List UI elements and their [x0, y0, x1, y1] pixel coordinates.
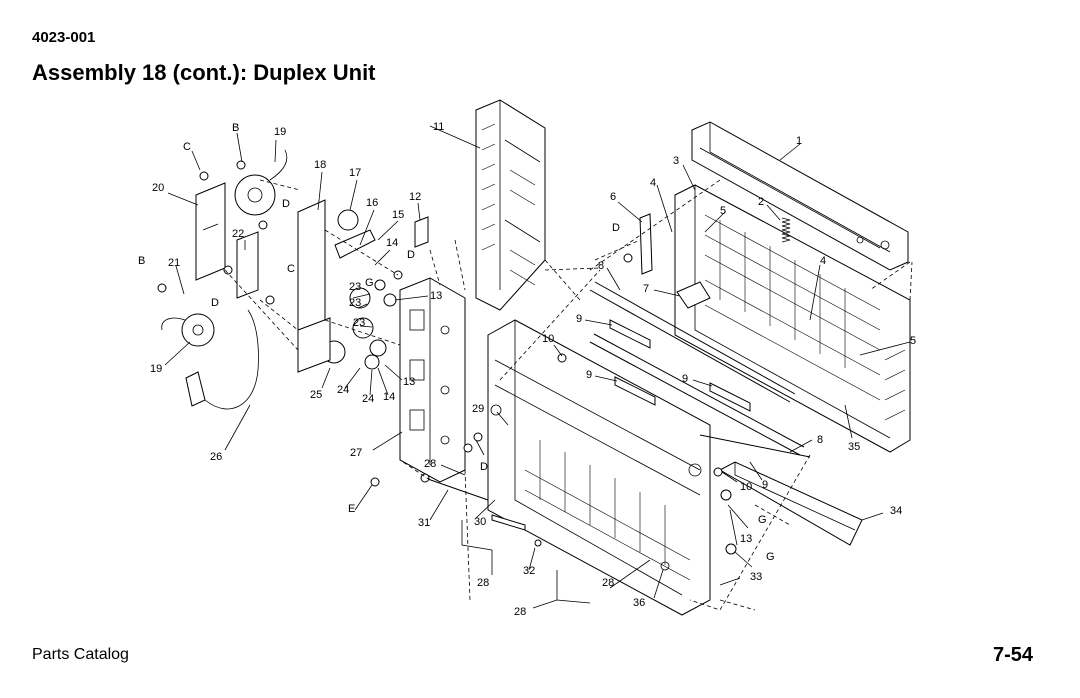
motor-plate-20: [196, 183, 225, 280]
callout-8: 8: [598, 260, 605, 272]
callout-7: 7: [643, 283, 650, 295]
callout-4: 4: [650, 177, 657, 189]
callout-B: B: [232, 122, 240, 134]
callout-2: 2: [758, 196, 765, 208]
callout-34: 34: [890, 505, 903, 517]
callout-9: 9: [586, 369, 593, 381]
callout-D: D: [211, 297, 219, 309]
callout-12: 12: [409, 191, 422, 203]
document-number: 4023-001: [32, 29, 96, 46]
page-title: Assembly 18 (cont.): Duplex Unit: [32, 60, 376, 85]
callout-23: 23: [353, 317, 366, 329]
callout-D: D: [407, 249, 415, 261]
motor-19-top: [235, 150, 287, 215]
callout-35: 35: [848, 441, 861, 453]
callout-22: 22: [232, 228, 245, 240]
side-frame-11: [476, 100, 545, 310]
callout-5: 5: [910, 335, 917, 347]
callout-10: 10: [542, 333, 555, 345]
bracket-12: [415, 217, 428, 247]
callout-D: D: [612, 222, 620, 234]
footer-page-number: 7-54: [993, 644, 1034, 666]
callout-B: B: [138, 255, 146, 267]
callout-10: 10: [740, 481, 753, 493]
callout-24: 24: [337, 384, 350, 396]
bracket-6: [640, 214, 652, 274]
callout-23: 23: [349, 297, 362, 309]
callout-26: 26: [210, 451, 223, 463]
callout-9: 9: [762, 479, 769, 491]
callout-4: 4: [820, 255, 827, 267]
duplex-base-assembly: [488, 320, 710, 615]
callout-28: 28: [602, 577, 615, 589]
callout-36: 36: [633, 597, 646, 609]
callout-13: 13: [403, 376, 416, 388]
callout-C: C: [287, 263, 295, 275]
callout-20: 20: [152, 182, 165, 194]
plate-16: [335, 230, 375, 258]
callout-18: 18: [314, 159, 327, 171]
callout-G: G: [766, 551, 775, 563]
callout-13: 13: [430, 290, 443, 302]
callout-8: 8: [817, 434, 824, 446]
callout-11: 11: [433, 121, 445, 133]
callout-D: D: [480, 461, 488, 473]
callout-14: 14: [383, 391, 396, 403]
callout-28: 28: [424, 458, 437, 470]
callout-9: 9: [682, 373, 689, 385]
callout-24: 24: [362, 393, 375, 405]
callout-19: 19: [150, 363, 163, 375]
callout-28: 28: [477, 577, 490, 589]
bracket-18: [298, 200, 325, 332]
callout-13: 13: [740, 533, 753, 545]
callout-17: 17: [349, 167, 362, 179]
callout-G: G: [758, 514, 767, 526]
callout-5: 5: [720, 205, 727, 217]
callout-14: 14: [386, 237, 399, 249]
callout-E: E: [348, 503, 356, 515]
callout-6: 6: [610, 191, 617, 203]
callout-29: 29: [472, 403, 485, 415]
callout-28: 28: [514, 606, 527, 618]
callout-C: C: [183, 141, 191, 153]
callout-16: 16: [366, 197, 379, 209]
callout-30: 30: [474, 516, 487, 528]
callout-21: 21: [168, 257, 181, 269]
footer-catalog-label: Parts Catalog: [32, 646, 129, 663]
callout-33: 33: [750, 571, 763, 583]
callout-G: G: [365, 277, 374, 289]
callout-9: 9: [576, 313, 583, 325]
callout-3: 3: [673, 155, 680, 167]
callout-27: 27: [350, 447, 363, 459]
callout-15: 15: [392, 209, 405, 221]
callout-31: 31: [418, 517, 431, 529]
callout-32: 32: [523, 565, 536, 577]
motor-19-bottom: [162, 314, 214, 346]
bracket-22: [237, 232, 258, 298]
callout-23: 23: [349, 281, 362, 293]
callout-19: 19: [274, 126, 287, 138]
callout-D: D: [282, 198, 290, 210]
callout-1: 1: [796, 135, 803, 147]
shaft-31: [421, 474, 488, 500]
callout-25: 25: [310, 389, 323, 401]
